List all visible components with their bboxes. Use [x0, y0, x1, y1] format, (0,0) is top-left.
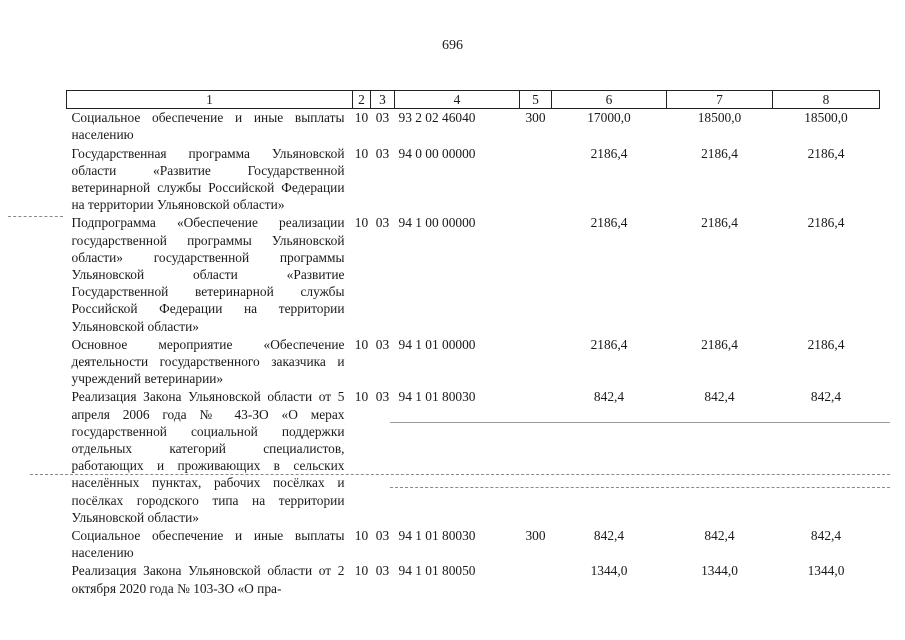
scan-artifact-line: [30, 474, 890, 475]
row-subsection: 03: [375, 145, 390, 161]
header-row: [67, 91, 880, 109]
row-section: 10: [354, 563, 369, 579]
row-section: 10: [354, 110, 369, 126]
row-name: Основное мероприятие «Обеспечение деятельности государственного заказчика и учреждений ветеринарии»: [71, 336, 345, 387]
row-value-6: 842,4: [593, 528, 625, 544]
table-row: [67, 562, 880, 597]
row-value-7: 2186,4: [701, 145, 738, 161]
row-target-article: 94 0 00 00000: [398, 145, 476, 161]
row-expense-type: [520, 562, 552, 597]
row-name: Реализация Закона Ульяновской области от 5 апреля 2006 года № 43-ЗО «О мерах государственной социальной поддержки отдельных категорий специалистов, работающих и проживающих в сельских населённых пунктах, рабочих посёлках и посёлках городского типа на территории Ульяновской области»: [71, 389, 345, 525]
row-value-7: 1344,0: [701, 563, 738, 579]
row-subsection: 03: [375, 336, 390, 352]
table-row: [67, 214, 880, 335]
row-expense-type: 300: [525, 110, 546, 126]
row-target-article: 94 1 01 80030: [398, 389, 476, 405]
row-expense-type: [520, 214, 552, 335]
row-target-article: 93 2 02 46040: [398, 110, 476, 126]
column-header-3: 3: [371, 91, 395, 109]
row-target-article: 94 1 00 00000: [398, 215, 476, 231]
table-header: [67, 91, 880, 109]
row-value-6: 17000,0: [587, 110, 631, 126]
row-name: Реализация Закона Ульяновской области от 2 октября 2020 года № 103-ЗО «О пра-: [71, 563, 345, 596]
scan-artifact-line: [390, 487, 890, 488]
scan-artifact-line: [390, 422, 890, 423]
row-subsection: 03: [375, 215, 390, 231]
row-value-8: 1344,0: [807, 563, 845, 579]
row-name: Подпрограмма «Обеспечение реализации государственной программы Ульяновской области» государственной программы Ульяновской области «Развитие Государственной ветеринарной службы Российской Федерации на территории Ульяновской области»: [71, 215, 345, 334]
row-expense-type: 300: [525, 528, 546, 544]
table-row: [67, 527, 880, 562]
column-header-4: 4: [395, 91, 520, 109]
row-section: 10: [354, 528, 369, 544]
row-value-6: 2186,4: [590, 336, 628, 352]
row-name: Социальное обеспечение и иные выплаты населению: [71, 110, 345, 143]
row-expense-type: [520, 145, 552, 215]
table-row: [67, 109, 880, 145]
row-name: Социальное обеспечение и иные выплаты населению: [71, 528, 345, 561]
row-target-article: 94 1 01 00000: [398, 336, 476, 352]
row-value-8: 842,4: [810, 528, 842, 544]
row-name: Государственная программа Ульяновской области «Развитие Государственной ветеринарной службы Российской Федерации на территории Ульяновской области»: [71, 145, 345, 213]
row-value-6: 842,4: [593, 389, 625, 405]
row-value-8: 18500,0: [804, 110, 848, 126]
row-value-7: 2186,4: [701, 215, 738, 231]
row-value-7: 842,4: [704, 389, 735, 405]
column-header-1: 1: [67, 91, 353, 109]
row-section: 10: [354, 336, 369, 352]
row-value-8: 842,4: [810, 389, 842, 405]
row-expense-type: [520, 336, 552, 389]
row-value-7: 18500,0: [697, 110, 742, 126]
page-number: 696: [442, 38, 463, 53]
row-subsection: 03: [375, 563, 390, 579]
row-value-6: 2186,4: [590, 215, 628, 231]
budget-table: [66, 90, 880, 598]
row-value-7: 842,4: [704, 528, 735, 544]
row-subsection: 03: [375, 528, 390, 544]
row-value-8: 2186,4: [807, 145, 845, 161]
column-header-5: 5: [520, 91, 552, 109]
column-header-8: 8: [773, 91, 880, 109]
row-section: 10: [354, 145, 369, 161]
row-expense-type: [520, 388, 552, 527]
table-body: [67, 109, 880, 598]
row-subsection: 03: [375, 389, 390, 405]
row-value-8: 2186,4: [807, 336, 845, 352]
row-subsection: 03: [375, 110, 390, 126]
scan-artifact-line: [8, 216, 63, 217]
row-section: 10: [354, 215, 369, 231]
column-header-2: 2: [353, 91, 371, 109]
row-value-6: 2186,4: [590, 145, 628, 161]
row-section: 10: [354, 389, 369, 405]
row-target-article: 94 1 01 80030: [398, 528, 476, 544]
row-value-7: 2186,4: [701, 336, 738, 352]
column-header-6: 6: [552, 91, 667, 109]
row-value-8: 2186,4: [807, 215, 845, 231]
table-row: [67, 336, 880, 389]
table-row: [67, 388, 880, 527]
column-header-7: 7: [667, 91, 773, 109]
row-value-6: 1344,0: [590, 563, 628, 579]
table-row: [67, 145, 880, 215]
row-target-article: 94 1 01 80050: [398, 563, 476, 579]
